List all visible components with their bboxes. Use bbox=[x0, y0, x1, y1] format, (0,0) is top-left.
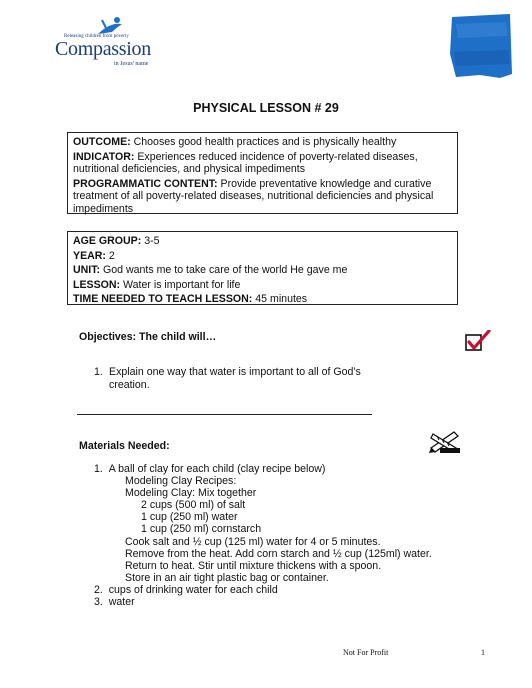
section-divider bbox=[77, 414, 372, 415]
lesson-row bbox=[73, 279, 452, 292]
recipe-heading: Modeling Clay Recipes: bbox=[125, 475, 237, 488]
compassion-logo bbox=[52, 20, 170, 70]
logo-tagline-top: Releasing children from poverty bbox=[64, 34, 129, 39]
page-title: PHYSICAL LESSON # 29 bbox=[193, 101, 339, 115]
lesson-value: Water is important for life bbox=[120, 278, 241, 291]
blue-brush-decoration bbox=[450, 14, 512, 78]
time-label: TIME NEEDED TO TEACH LESSON: bbox=[73, 293, 253, 306]
ingredient-cornstarch: 1 cup (250 ml) cornstarch bbox=[141, 523, 262, 536]
footer-note: Not For Profit bbox=[343, 648, 389, 657]
lesson-label: LESSON: bbox=[73, 278, 121, 291]
objective-item bbox=[94, 366, 394, 391]
indicator-row bbox=[73, 151, 452, 176]
recipe-step-3: Return to heat. Stir until mixture thickens with a spoon. bbox=[125, 559, 382, 572]
recipe-step-2: Remove from the heat. Add corn starch and ½ cup (125ml) water. bbox=[125, 547, 432, 560]
recipe-step-1: Cook salt and ½ cup (125 ml) water for 4 or 5 minutes. bbox=[125, 535, 381, 548]
age-value: 3-5 bbox=[141, 235, 160, 247]
materials-item-3 bbox=[94, 596, 434, 608]
indicator-label: INDICATOR: bbox=[73, 150, 135, 163]
objective-line-1: Explain one way that water is important to all of God’s bbox=[109, 366, 361, 378]
materials-item-2-text: cups of drinking water for each child bbox=[108, 583, 278, 596]
unit-row bbox=[73, 264, 452, 277]
age-row bbox=[73, 235, 452, 248]
unit-value: God wants me to take care of the world He gave me bbox=[100, 264, 348, 277]
page-number: 1 bbox=[481, 648, 485, 657]
age-label: AGE GROUP: bbox=[73, 235, 142, 247]
materials-item-2 bbox=[94, 584, 434, 596]
year-row bbox=[73, 250, 452, 263]
recipe-subheading: Modeling Clay: Mix together bbox=[125, 487, 257, 500]
indicator-text: Experiences reduced incidence of poverty-related diseases, nutritional deficiencies, and physical impediments bbox=[73, 150, 418, 176]
unit-label: UNIT: bbox=[73, 264, 101, 277]
materials-item-1-text: A ball of clay for each child (clay recipe below) bbox=[108, 463, 326, 475]
year-label: YEAR: bbox=[73, 249, 106, 262]
materials-list bbox=[94, 463, 434, 608]
materials-item-3-number: 3. bbox=[94, 596, 103, 609]
outcome-label: OUTCOME: bbox=[73, 136, 131, 148]
materials-item-1-number: 1. bbox=[94, 463, 103, 475]
pencil-crayon-icon bbox=[428, 428, 462, 454]
ingredient-water: 1 cup (250 ml) water bbox=[141, 511, 238, 524]
objective-number: 1. bbox=[94, 366, 103, 378]
year-value: 2 bbox=[105, 249, 115, 262]
programmatic-text: Provide preventative knowledge and curative treatment of all poverty-related diseases, nutritional deficiencies and physical impediments bbox=[73, 177, 434, 215]
ingredient-salt: 2 cups (500 ml) of salt bbox=[141, 499, 246, 512]
outcome-row bbox=[73, 136, 452, 149]
time-row bbox=[73, 293, 452, 306]
materials-item-3-text: water bbox=[108, 596, 135, 609]
outcome-text: Chooses good health practices and is physically healthy bbox=[130, 136, 397, 148]
programmatic-row bbox=[73, 178, 452, 216]
lesson-info-box bbox=[67, 231, 458, 305]
logo-wordmark: Compassion bbox=[55, 38, 151, 60]
time-value: 45 minutes bbox=[252, 293, 308, 306]
recipe-step-4: Store in an air tight plastic bag or container. bbox=[125, 571, 329, 584]
materials-item-2-number: 2. bbox=[94, 583, 103, 596]
logo-tagline-bottom: in Jesus' name bbox=[114, 61, 149, 67]
objective-line-2: creation. bbox=[109, 378, 150, 391]
outcome-box bbox=[67, 132, 458, 214]
programmatic-label: PROGRAMMATIC CONTENT: bbox=[73, 177, 218, 190]
materials-item-1 bbox=[94, 463, 434, 475]
checkbox-check-icon bbox=[465, 330, 491, 352]
materials-heading: Materials Needed: bbox=[79, 440, 170, 452]
objectives-heading: Objectives: The child will… bbox=[79, 331, 217, 343]
